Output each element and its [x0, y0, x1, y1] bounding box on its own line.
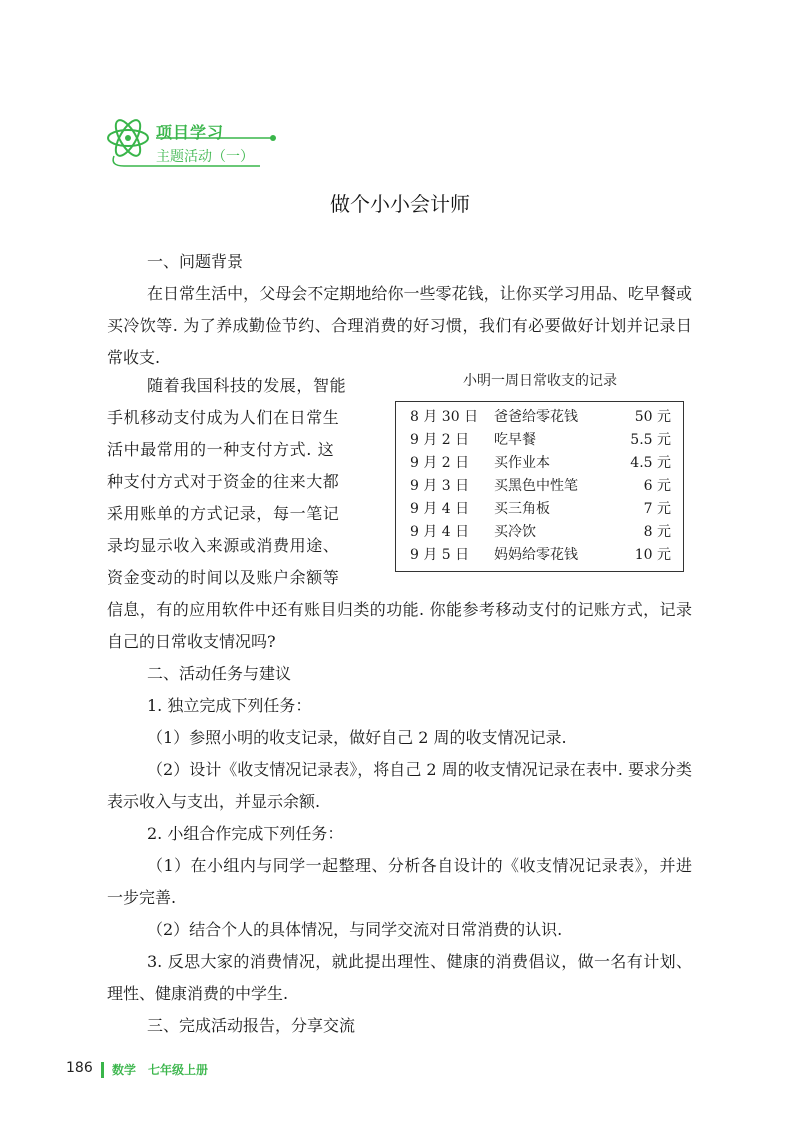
record-desc: 爸爸给零花钱: [494, 409, 578, 425]
page-number: 186: [66, 1060, 93, 1076]
record-desc: 买作业本: [494, 455, 550, 471]
record-amount: 8 元: [643, 524, 671, 540]
record-amount: 7 元: [643, 501, 671, 517]
record-row: [396, 544, 683, 567]
record-desc: 买三角板: [494, 501, 550, 517]
record-amount: 10 元: [634, 547, 671, 563]
record-desc: 吃早餐: [494, 432, 536, 448]
paragraph-mobile-payment: [107, 370, 377, 594]
task-1: 1. 独立完成下列任务：: [147, 696, 312, 715]
record-amount: 6 元: [643, 478, 671, 494]
record-caption: 小明一周日常收支的记录: [463, 373, 617, 389]
footer-divider: [101, 1062, 104, 1078]
record-date: 9 月 2 日: [410, 455, 470, 471]
task-2-2: （2）结合个人的具体情况，与同学交流对日常消费的认识.: [147, 920, 563, 939]
record-date: 9 月 5 日: [410, 547, 470, 563]
record-row: [396, 521, 683, 544]
page-title: 做个小小会计师: [330, 192, 470, 216]
record-row: [396, 406, 683, 429]
record-desc: 妈妈给零花钱: [494, 547, 578, 563]
task-2-1: （1）在小组内与同学一起整理、分析各自设计的《收支情况记录表》，并进一步完善.: [107, 856, 692, 907]
record-date: 9 月 3 日: [410, 478, 470, 494]
task-3: 3. 反思大家的消费情况，就此提出理性、健康的消费倡议，做一名有计划、理性、健康消费的中学生.: [107, 952, 692, 1003]
paragraph-mobile-payment-tail: 信息，有的应用软件中还有账目归类的功能. 你能参考移动支付的记账方式，记录自己的日常收支情况吗?: [107, 600, 692, 651]
record-date: 9 月 4 日: [410, 501, 470, 517]
record-amount: 4.5 元: [630, 455, 671, 471]
paragraph-line: 采用账单的方式记录，每一笔记: [107, 504, 340, 523]
record-amount: 50 元: [634, 409, 671, 425]
paragraph-line: 随着我国科技的发展，智能: [147, 376, 347, 395]
task-2: 2. 小组合作完成下列任务：: [147, 824, 344, 843]
paragraph-line: 活中最常用的一种支付方式. 这: [107, 440, 335, 459]
paragraph-line: 录均显示收入来源或消费用途、: [107, 536, 340, 555]
paragraph-line: 资金变动的时间以及账户余额等: [107, 568, 340, 587]
record-row: [396, 475, 683, 498]
record-amount: 5.5 元: [630, 432, 671, 448]
project-badge: [100, 108, 300, 176]
paragraph-line: 手机移动支付成为人们在日常生: [107, 408, 340, 427]
record-table: [395, 401, 684, 572]
record-desc: 买冷饮: [494, 524, 536, 540]
section-heading-tasks: 二、活动任务与建议: [147, 664, 292, 683]
badge-title: 项目学习: [156, 123, 225, 142]
section-heading-background: 一、问题背景: [147, 252, 244, 271]
record-date: 9 月 2 日: [410, 432, 470, 448]
record-date: 8 月 30 日: [410, 409, 479, 425]
paragraph-intro: 在日常生活中，父母会不定期地给你一些零花钱，让你买学习用品、吃早餐或买冷饮等. 为了养成勤俭节约、合理消费的好习惯，我们有必要做好计划并记录日常收支.: [107, 284, 692, 367]
record-row: [396, 452, 683, 475]
record-date: 9 月 4 日: [410, 524, 470, 540]
badge-subtitle: 主题活动（一）: [156, 149, 254, 165]
task-1-2: （2）设计《收支情况记录表》，将自己 2 周的收支情况记录在表中. 要求分类表示收入与支出，并显示余额.: [107, 760, 692, 811]
section-heading-report: 三、完成活动报告，分享交流: [147, 1016, 356, 1035]
record-desc: 买黑色中性笔: [494, 478, 578, 494]
paragraph-line: 种支付方式对于资金的往来大都: [107, 472, 340, 491]
book-title: 数学 七年级上册: [112, 1063, 209, 1077]
record-row: [396, 498, 683, 521]
task-1-1: （1）参照小明的收支记录，做好自己 2 周的收支情况记录.: [147, 728, 567, 747]
record-row: [396, 429, 683, 452]
